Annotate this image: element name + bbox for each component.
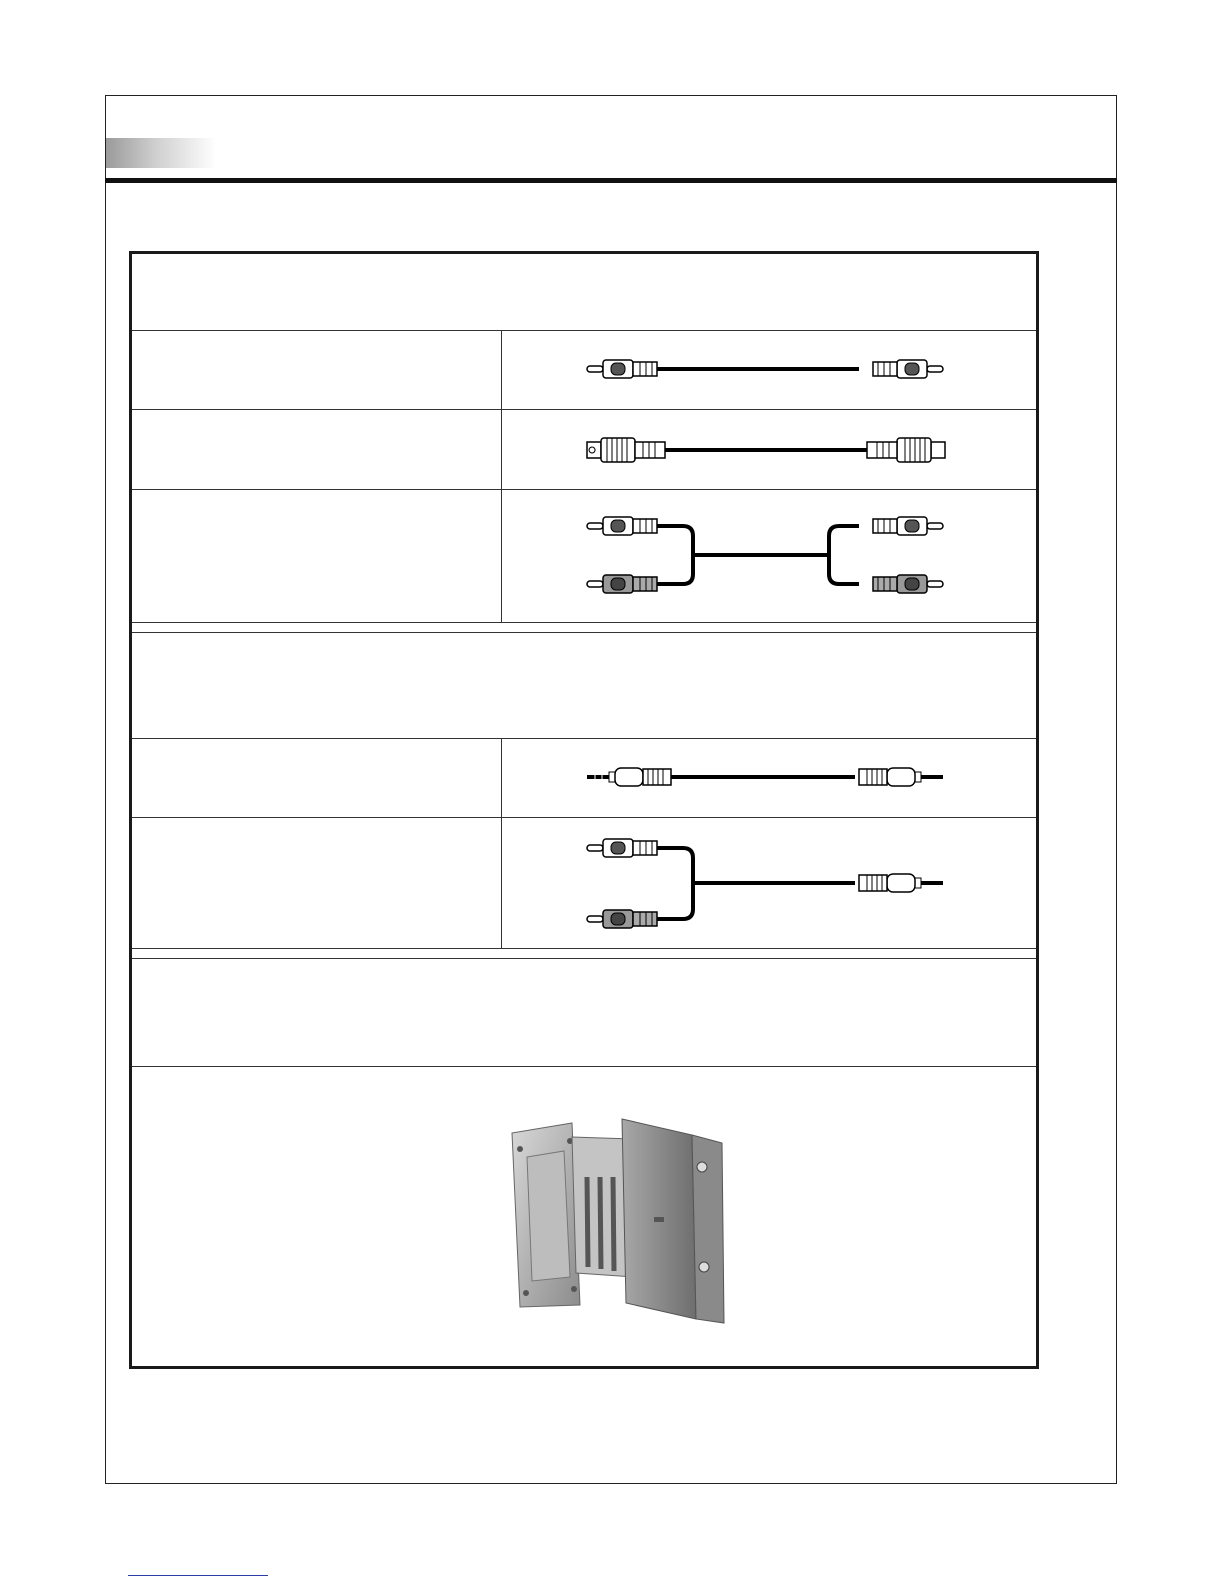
- s-video-cable-row: [503, 410, 1036, 489]
- rca-video-cable-row: [503, 331, 1036, 409]
- header-rule: [105, 178, 1117, 183]
- rca-cable-icon: [503, 331, 1036, 409]
- rca-to-minijack-cable-row: [503, 818, 1036, 948]
- rca-video-cable-label: [132, 331, 502, 409]
- wall-mount-bracket-icon: [132, 1067, 1036, 1366]
- accessories-table: [129, 251, 1039, 1369]
- wall-mount-bracket-row: [132, 1067, 1036, 1366]
- s-video-cable-icon: [503, 410, 1036, 489]
- footer-link-rule: [128, 1575, 268, 1576]
- rca-stereo-cable-row: [503, 490, 1036, 622]
- rca-stereo-cable-label: [132, 490, 502, 622]
- header-gradient-tab: [106, 138, 216, 168]
- video-cables-heading: [132, 254, 1036, 330]
- rca-to-minijack-cable-label: [132, 818, 502, 948]
- wall-mount-heading: [132, 959, 1036, 1066]
- minijack-cable-label: [132, 739, 502, 817]
- minijack-cable-row: [503, 739, 1036, 817]
- s-video-cable-label: [132, 410, 502, 489]
- rca-stereo-cable-icon: [503, 490, 1036, 622]
- minijack-cable-icon: [503, 739, 1036, 817]
- audio-cables-heading: [132, 633, 1036, 738]
- rca-to-minijack-cable-icon: [503, 818, 1036, 948]
